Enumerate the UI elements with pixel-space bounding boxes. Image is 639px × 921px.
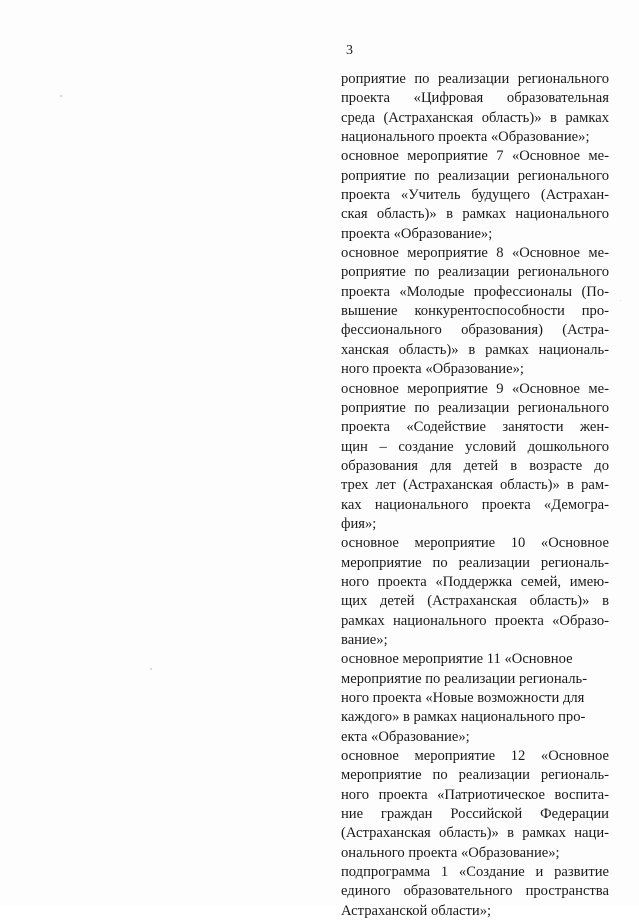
scan-speck <box>150 668 152 670</box>
text-line: роприятие по реализации регионального <box>341 71 609 87</box>
text-line: щих детей (Астраханская область)» в <box>341 593 609 610</box>
text-line: основное мероприятие 12 «Основное <box>341 748 609 765</box>
text-line: щин – создание условий дошкольного <box>341 438 609 455</box>
text-line: ного проекта «Образование»; <box>341 361 524 378</box>
text-line: екта «Образование»; <box>341 728 470 745</box>
text-line: ного проекта «Новые возможности для <box>341 690 585 706</box>
text-line: подпрограмма 1 «Создание и развитие <box>341 864 609 881</box>
text-line: основное мероприятие 10 «Основное <box>341 535 609 552</box>
text-line: ханская область)» в рамках националь- <box>341 341 609 358</box>
text-line: мероприятие по реализации региональ- <box>341 767 609 784</box>
text-line: ние граждан Российской Федерации <box>341 806 609 823</box>
text-line: рамках национального проекта «Образо- <box>341 612 609 629</box>
text-line: ного проекта «Поддержка семей, имею- <box>341 573 609 590</box>
text-line: основное мероприятие 8 «Основное ме- <box>341 245 609 262</box>
scan-speck <box>60 95 62 97</box>
text-line: ская область)» в рамках национального <box>341 206 609 223</box>
text-line: национального проекта «Образование»; <box>341 129 590 146</box>
text-line: основное мероприятие 7 «Основное ме- <box>341 148 609 165</box>
text-line: образования для детей в возрасте до <box>341 457 609 474</box>
text-line: мероприятие по реализации региональ- <box>341 670 588 687</box>
text-line: проекта «Молодые профессионалы (По- <box>341 283 609 300</box>
text-line: вание»; <box>341 631 388 648</box>
text-line: роприятие по реализации регионального <box>341 167 609 184</box>
text-line: каждого» в рамках национального про- <box>341 709 586 726</box>
text-line: вышение конкурентоспособности про- <box>341 303 609 320</box>
text-line: мероприятие по реализации региональ- <box>341 554 609 571</box>
text-line: роприятие по реализации регионального <box>341 264 609 281</box>
page-number: 3 <box>346 43 353 58</box>
text-line: ках национального проекта «Демогра- <box>341 496 609 513</box>
text-line: ного проекта «Патриотическое воспита- <box>341 786 609 803</box>
text-line: фессионального образования) (Астра- <box>341 322 609 339</box>
text-line: онального проекта «Образование»; <box>341 844 560 861</box>
text-line: роприятие по реализации регионального <box>341 399 609 416</box>
text-line: среда (Астраханская область)» в рамках <box>341 109 609 126</box>
text-line: единого образовательного пространства <box>341 883 609 900</box>
text-line: основное мероприятие 11 «Основное <box>341 651 573 668</box>
text-line: фия»; <box>341 515 377 532</box>
text-line: проекта «Цифровая образовательная <box>341 90 609 107</box>
text-line: основное мероприятие 9 «Основное ме- <box>341 380 609 397</box>
text-line: проекта «Содействие занятости жен- <box>341 419 609 436</box>
text-line: (Астраханская область)» в рамках наци- <box>341 825 609 842</box>
document-body-text <box>341 70 609 921</box>
scan-speck <box>620 300 621 301</box>
text-line: проекта «Учитель будущего (Астрахан- <box>341 187 609 204</box>
text-line: трех лет (Астраханская область)» в рам- <box>341 477 609 494</box>
text-line: проекта «Образование»; <box>341 225 493 242</box>
text-line: Астраханской области»; <box>341 902 492 919</box>
